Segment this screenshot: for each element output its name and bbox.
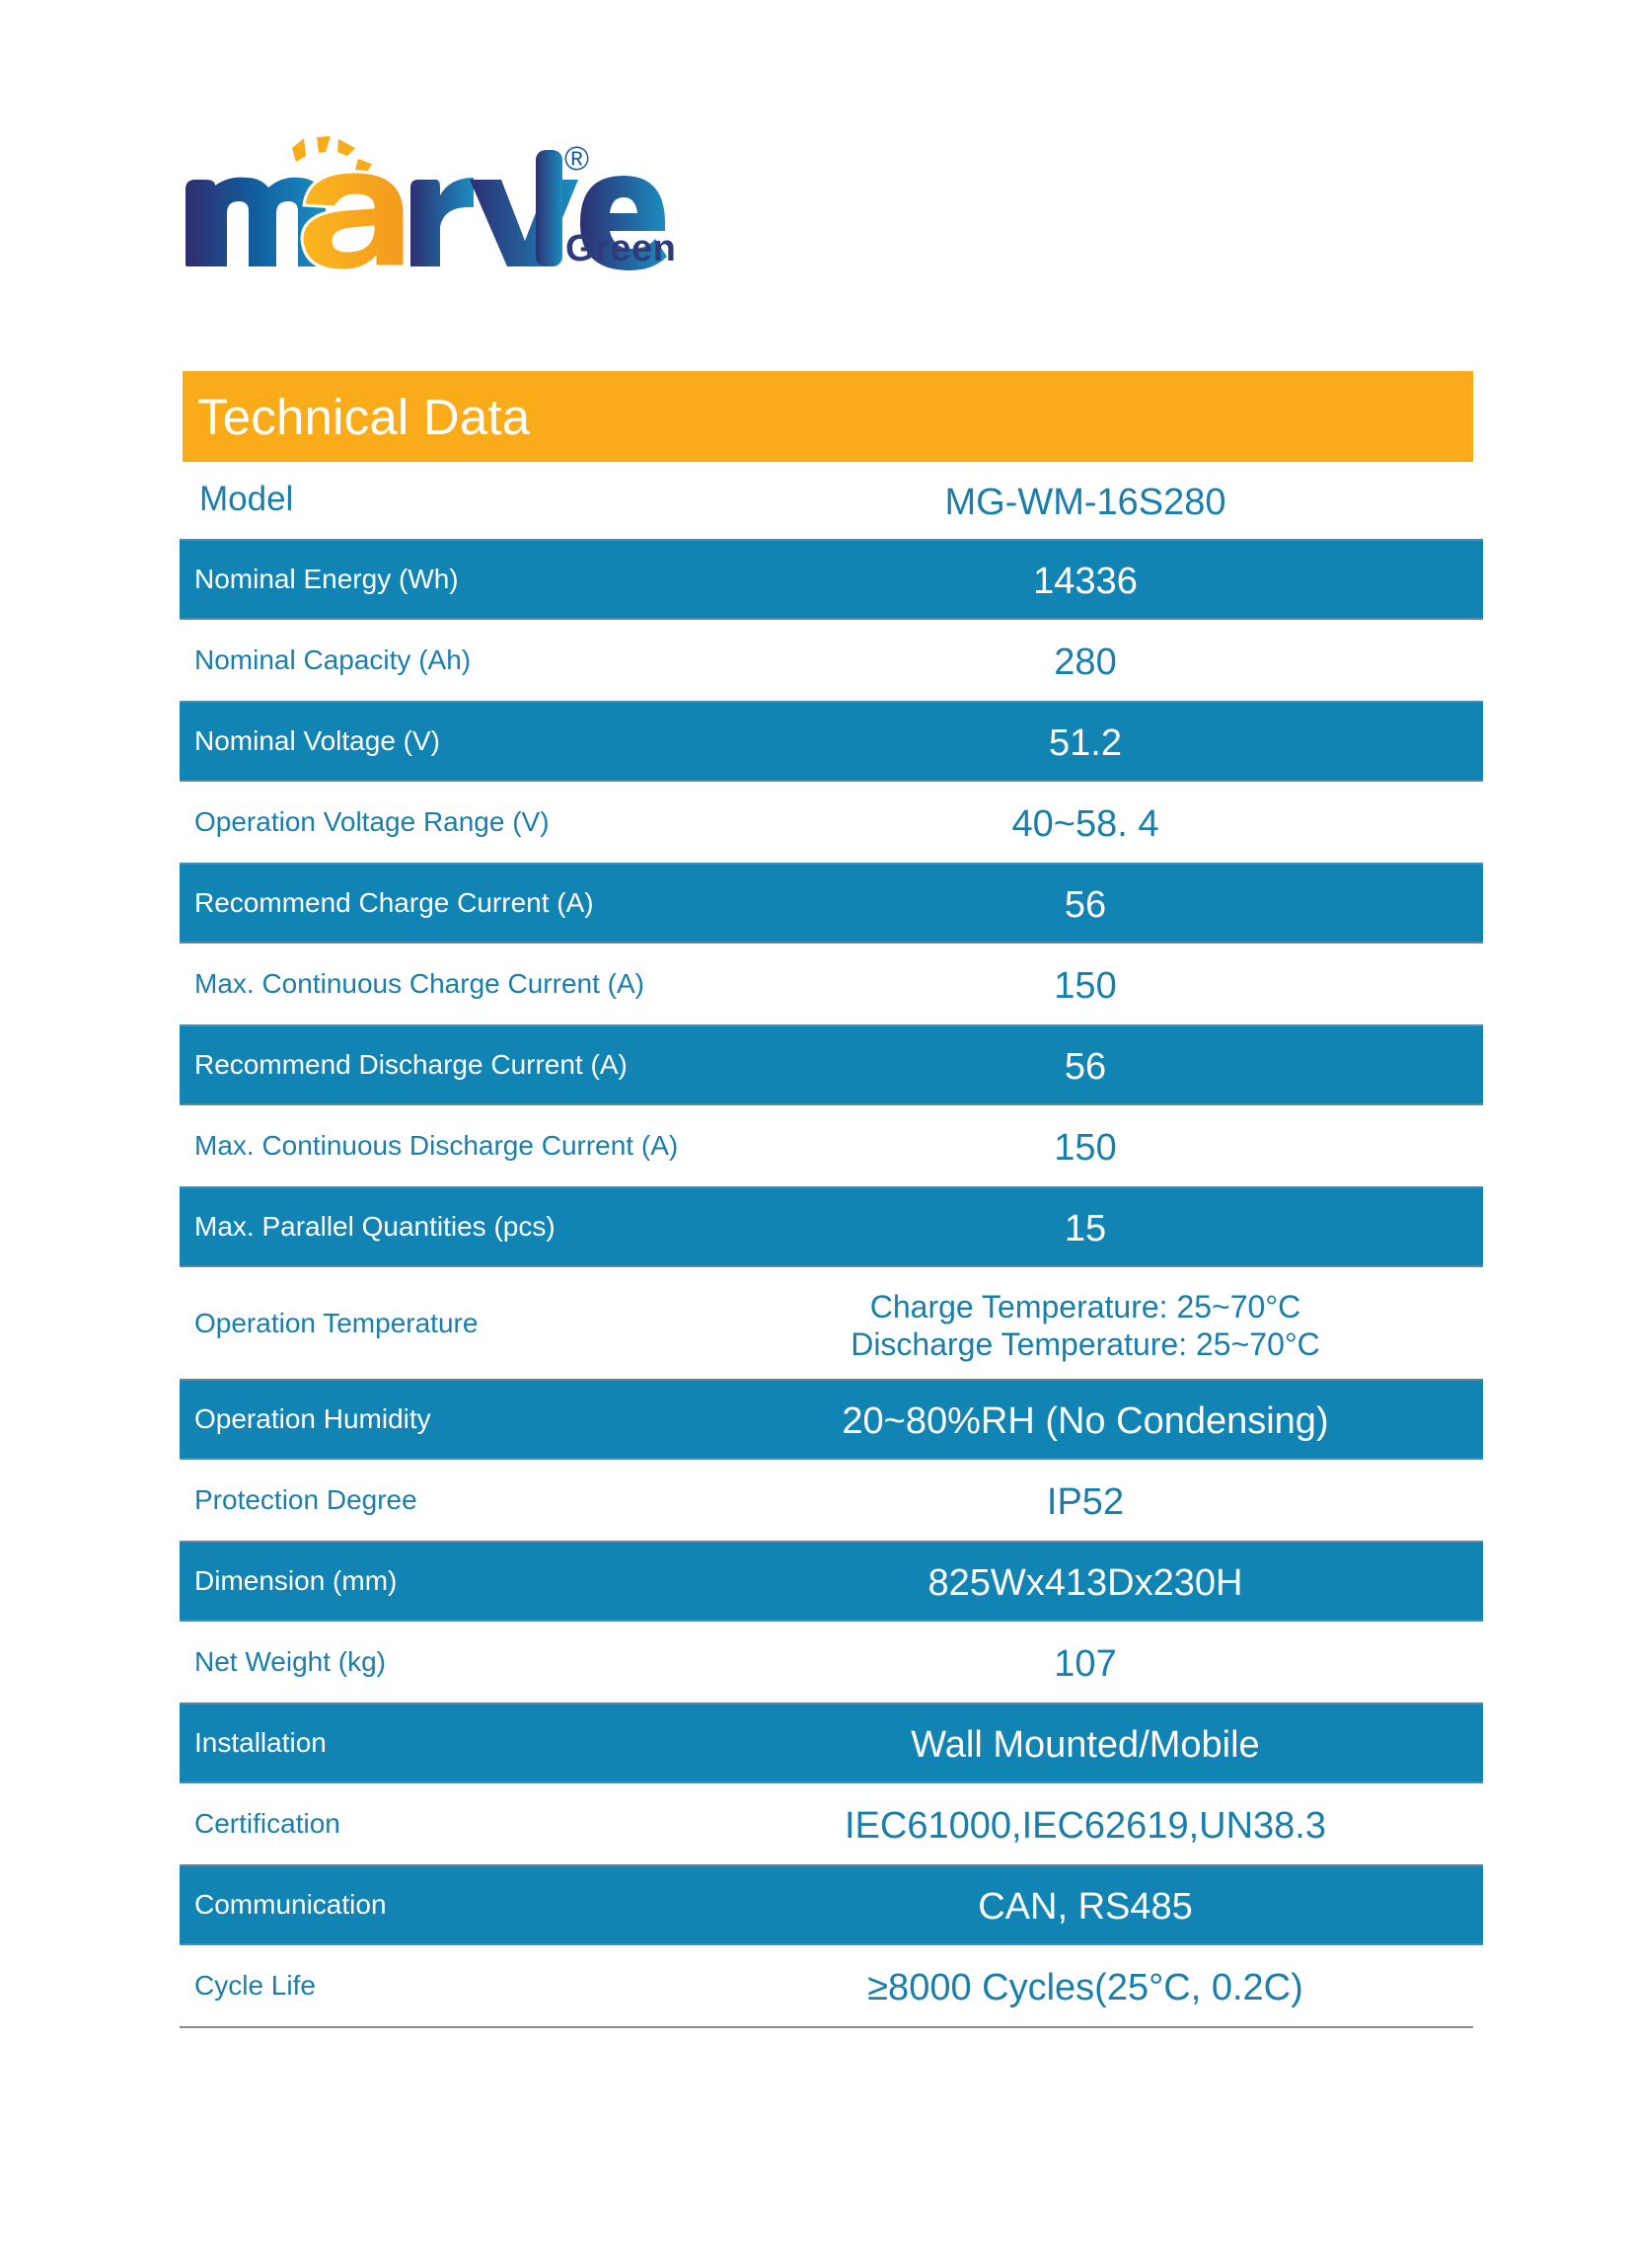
spec-row-max-continuous-charge-current [180,944,1483,1024]
spec-value: 14336 [1033,560,1138,602]
spec-row-max-parallel-quantities [180,1186,1483,1267]
spec-row-max-continuous-discharge-current [180,1105,1483,1186]
spec-value: 15 [1064,1207,1107,1249]
spec-label: Protection Degree [194,1484,417,1515]
spec-value: IP52 [1046,1480,1125,1523]
logo-l-bar [536,150,562,266]
spec-row-cycle-life [180,1945,1483,2026]
sun-rays-icon [292,136,372,171]
spec-label: Operation Humidity [194,1403,431,1434]
spec-value: ≥8000 Cycles(25°C, 0.2C) [867,1966,1303,2008]
spec-label: Net Weight (kg) [194,1646,386,1677]
spec-row-installation [180,1702,1483,1783]
spec-label: Nominal Voltage (V) [194,725,441,756]
spec-row-communication [180,1864,1483,1945]
charge-temperature-value: Charge Temperature: 25~70°C [869,1288,1301,1324]
model-value: MG-WM-16S280 [944,482,1226,523]
spec-row-nominal-energy [180,539,1483,620]
logo-suffix: Green [565,228,677,269]
spec-label: Operation Voltage Range (V) [194,806,550,837]
spec-value [819,1267,1352,1379]
spec-value: 56 [1064,1045,1107,1088]
spec-row-operation-temperature [180,1267,1483,1379]
spec-label: Dimension (mm) [194,1565,398,1596]
spec-value: 20~80%RH (No Condensing) [842,1399,1329,1442]
spec-row-recommend-discharge-current [180,1024,1483,1105]
spec-label: Max. Continuous Discharge Current (A) [194,1130,679,1161]
spec-table [180,539,1483,2028]
spec-label: Max. Continuous Charge Current (A) [194,968,644,999]
spec-label: Operation Temperature [194,1307,479,1338]
spec-value: IEC61000,IEC62619,UN38.3 [845,1804,1326,1847]
spec-label: Nominal Energy (Wh) [194,564,459,594]
spec-row-dimension [180,1541,1483,1622]
spec-row-operation-voltage-range [180,782,1483,863]
spec-label: Certification [194,1808,340,1839]
spec-row-operation-humidity [180,1379,1483,1460]
spec-row-nominal-capacity [180,620,1483,701]
spec-label: Recommend Discharge Current (A) [194,1049,628,1080]
spec-value: 51.2 [1049,721,1122,764]
section-header [183,371,1473,462]
spec-value: CAN, RS485 [978,1885,1193,1928]
brand-logo [178,126,691,284]
spec-row-protection-degree [180,1460,1483,1541]
model-row [183,462,1483,539]
spec-label: Recommend Charge Current (A) [194,887,594,918]
spec-value: 150 [1054,964,1117,1007]
spec-value: 280 [1054,641,1117,683]
spec-label: Max. Parallel Quantities (pcs) [194,1211,556,1242]
spec-value: 150 [1054,1126,1117,1169]
spec-label: Cycle Life [194,1970,316,2001]
discharge-temperature-value: Discharge Temperature: 25~70°C [851,1325,1320,1362]
model-label: Model [199,480,294,518]
table-bottom-rule [180,2026,1473,2028]
registered-mark: ® [564,140,590,178]
section-title: Technical Data [197,388,531,445]
spec-label: Installation [194,1727,327,1758]
spec-label: Nominal Capacity (Ah) [194,644,472,675]
spec-value: Wall Mounted/Mobile [911,1723,1260,1766]
spec-row-net-weight [180,1622,1483,1702]
spec-row-certification [180,1783,1483,1864]
spec-value: 825Wx413Dx230H [927,1561,1243,1604]
spec-label: Communication [194,1889,387,1920]
spec-value: 56 [1064,883,1107,926]
spec-value: 107 [1054,1642,1117,1685]
spec-value: 40~58. 4 [1011,802,1159,845]
spec-row-nominal-voltage [180,701,1483,782]
spec-row-recommend-charge-current [180,863,1483,944]
